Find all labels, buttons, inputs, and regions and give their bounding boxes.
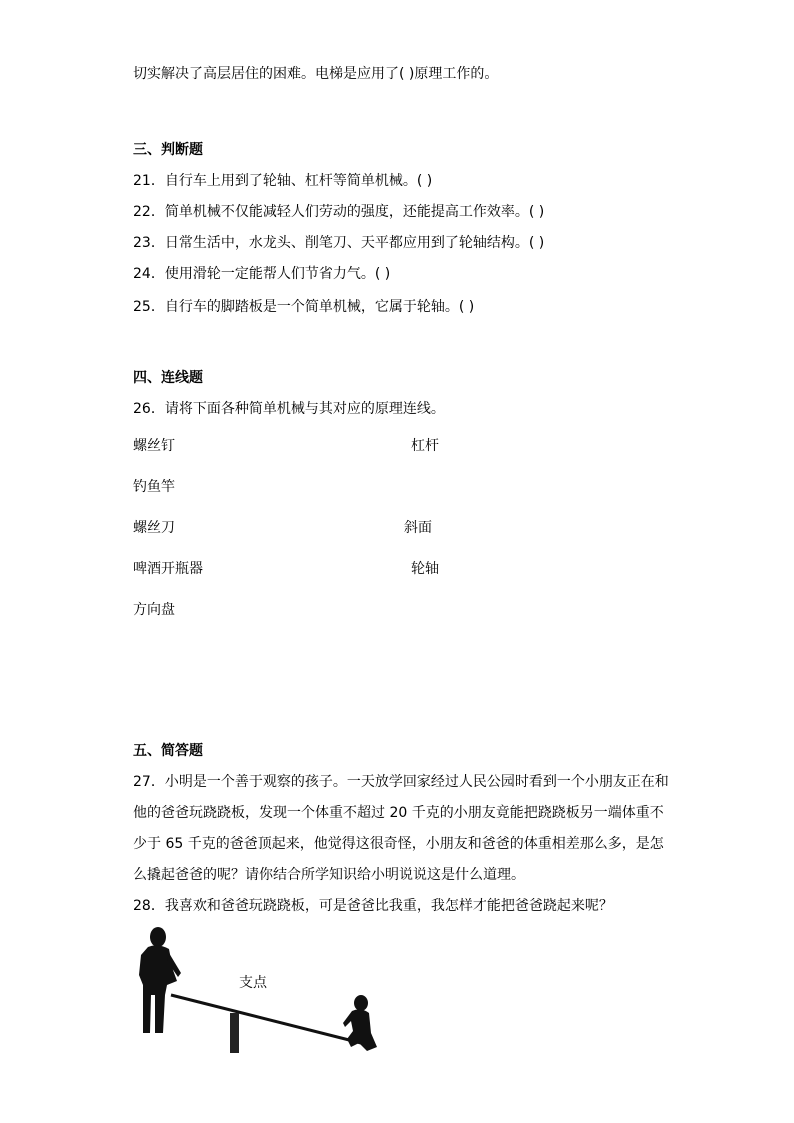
seesaw-board	[171, 995, 365, 1044]
match-left-item: 啤酒开瓶器	[133, 561, 203, 577]
question-27-line: 他的爸爸玩跷跷板，发现一个体重不超过 20 千克的小朋友竟能把跷跷板另一端体重不	[133, 805, 664, 821]
question-25: 25．自行车的脚踏板是一个简单机械，它属于轮轴。( )	[133, 299, 475, 315]
question-21: 21．自行车上用到了轮轴、杠杆等简单机械。( )	[133, 173, 433, 189]
question-28: 28．我喜欢和爸爸玩跷跷板，可是爸爸比我重，我怎样才能把爸爸跷起来呢？	[133, 898, 613, 914]
father-silhouette	[139, 927, 181, 1033]
question-26: 26．请将下面各种简单机械与其对应的原理连线。	[133, 401, 445, 417]
section4-title: 四、连线题	[133, 370, 203, 386]
question-23: 23．日常生活中，水龙头、削笔刀、天平都应用到了轮轴结构。( )	[133, 235, 545, 251]
question-27-line: 27．小明是一个善于观察的孩子。一天放学回家经过人民公园时看到一个小朋友正在和	[133, 774, 669, 790]
intro-tail: 切实解决了高层居住的困难。电梯是应用了( )原理工作的。	[133, 66, 499, 82]
question-27-line: 么撬起爸爸的呢？请你结合所学知识给小明说说这是什么道理。	[133, 867, 525, 883]
match-left-item: 钓鱼竿	[133, 479, 175, 495]
fulcrum-label: 支点	[239, 975, 267, 991]
question-22: 22．简单机械不仅能减轻人们劳动的强度，还能提高工作效率。( )	[133, 204, 545, 220]
match-left-item: 方向盘	[133, 602, 175, 618]
section3-title: 三、判断题	[133, 142, 203, 158]
seesaw-figure	[133, 925, 383, 1060]
match-left-item: 螺丝刀	[133, 520, 175, 536]
match-right-item: 斜面	[404, 520, 432, 536]
fulcrum-post	[230, 1013, 239, 1053]
question-27-line: 少于 65 千克的爸爸顶起来，他觉得这很奇怪，小朋友和爸爸的体重相差那么多，是怎	[133, 836, 664, 852]
child-silhouette	[343, 995, 377, 1051]
match-left-item: 螺丝钉	[133, 438, 175, 454]
match-right-item: 轮轴	[411, 561, 439, 577]
section5-title: 五、简答题	[133, 743, 203, 759]
match-right-item: 杠杆	[411, 438, 439, 454]
question-24: 24．使用滑轮一定能帮人们节省力气。( )	[133, 266, 391, 282]
